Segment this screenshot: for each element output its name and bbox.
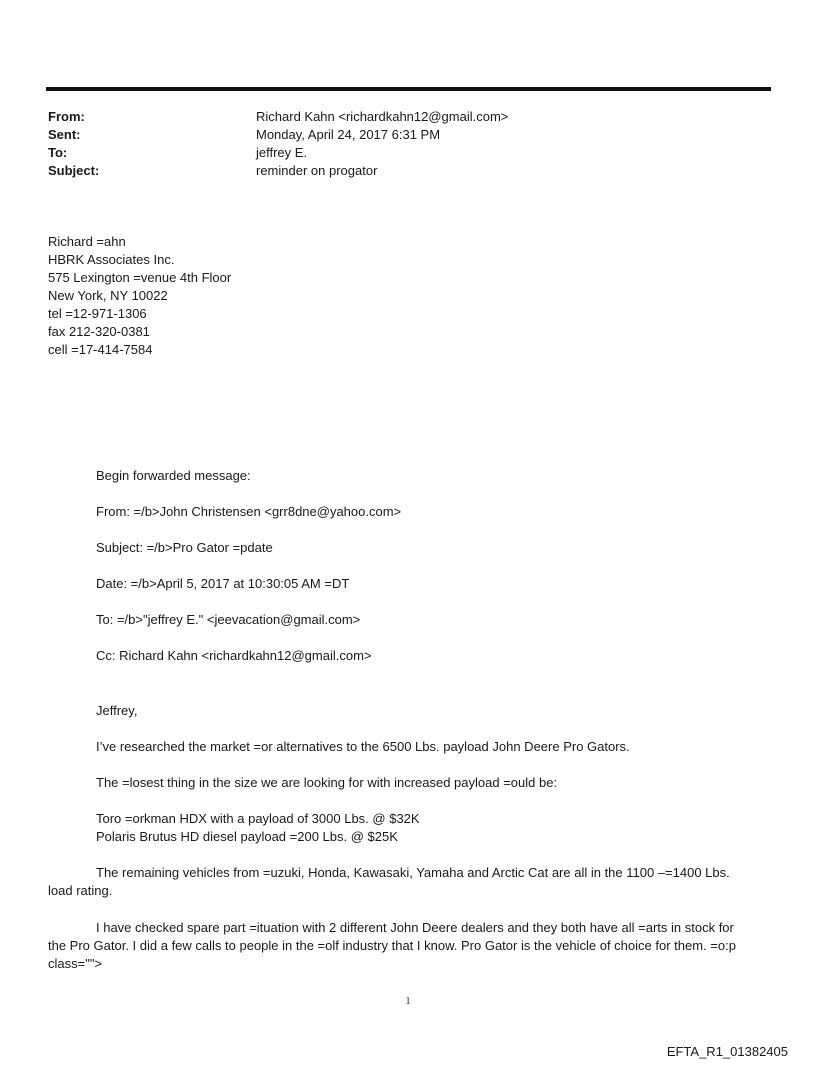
sent-value: Monday, April 24, 2017 6:31 PM bbox=[256, 127, 441, 142]
forwarded-cc: Cc: Richard Kahn <richardkahn12@gmail.com> bbox=[96, 648, 372, 663]
sent-label: Sent: bbox=[48, 127, 81, 142]
from-label: From: bbox=[48, 109, 85, 124]
page-number: 1 bbox=[405, 996, 411, 1007]
header-rule bbox=[46, 87, 771, 91]
email-header bbox=[48, 108, 748, 180]
from-value: Richard Kahn <richardkahn12@gmail.com> bbox=[256, 109, 509, 124]
signature-line: 575 Lexington =venue 4th Floor bbox=[48, 270, 232, 285]
subject-row bbox=[48, 162, 748, 180]
signature-line: cell =17-414-7584 bbox=[48, 342, 153, 357]
to-value: jeffrey E. bbox=[256, 145, 308, 160]
subject-label: Subject: bbox=[48, 163, 100, 178]
sent-row bbox=[48, 126, 748, 144]
body-paragraph-1: I’ve researched the market =or alternatives to the 6500 Lbs. payload John Deere Pro Gators. bbox=[96, 739, 630, 754]
signature-line: HBRK Associates Inc. bbox=[48, 252, 175, 267]
from-row bbox=[48, 108, 748, 126]
body-greeting: Jeffrey, bbox=[96, 703, 138, 718]
signature-block bbox=[48, 233, 231, 359]
body-option-1: Toro =orkman HDX with a payload of 3000 Lbs. @ $32K bbox=[96, 811, 420, 826]
body-paragraph-2: The =losest thing in the size we are looking for with increased payload =ould be: bbox=[96, 775, 558, 790]
document-id-stamp: EFTA_R1_01382405 bbox=[666, 1044, 788, 1059]
forwarded-from: From: =/b>John Christensen <grr8dne@yahoo.com> bbox=[96, 504, 402, 519]
body-paragraph-4: I have checked spare part =ituation with 2 different John Deere dealers and they both have all =arts in stock for the Pro Gator. I did a few calls to people in the =olf industry that I know. Pro Gator is the vehicle of choice for them. =o:p class=""> bbox=[48, 920, 736, 971]
forwarded-date: Date: =/b>April 5, 2017 at 10:30:05 AM =DT bbox=[96, 576, 350, 591]
signature-line: Richard =ahn bbox=[48, 234, 126, 249]
forwarded-subject: Subject: =/b>Pro Gator =pdate bbox=[96, 540, 273, 555]
to-row bbox=[48, 144, 748, 162]
forwarded-intro: Begin forwarded message: bbox=[96, 468, 251, 483]
body-option-2: Polaris Brutus HD diesel payload =200 Lbs. @ $25K bbox=[96, 829, 398, 844]
signature-line: New York, NY 10022 bbox=[48, 288, 168, 303]
to-label: To: bbox=[48, 145, 68, 160]
signature-line: tel =12-971-1306 bbox=[48, 306, 147, 321]
signature-line: fax 212-320-0381 bbox=[48, 324, 150, 339]
subject-value: reminder on progator bbox=[256, 163, 378, 178]
body-paragraph-3: The remaining vehicles from =uzuki, Honda, Kawasaki, Yamaha and Arctic Cat are all in the 1100 –=1400 Lbs. load rating. bbox=[48, 865, 730, 898]
forwarded-to: To: =/b>"jeffrey E." <jeevacation@gmail.com> bbox=[96, 612, 361, 627]
